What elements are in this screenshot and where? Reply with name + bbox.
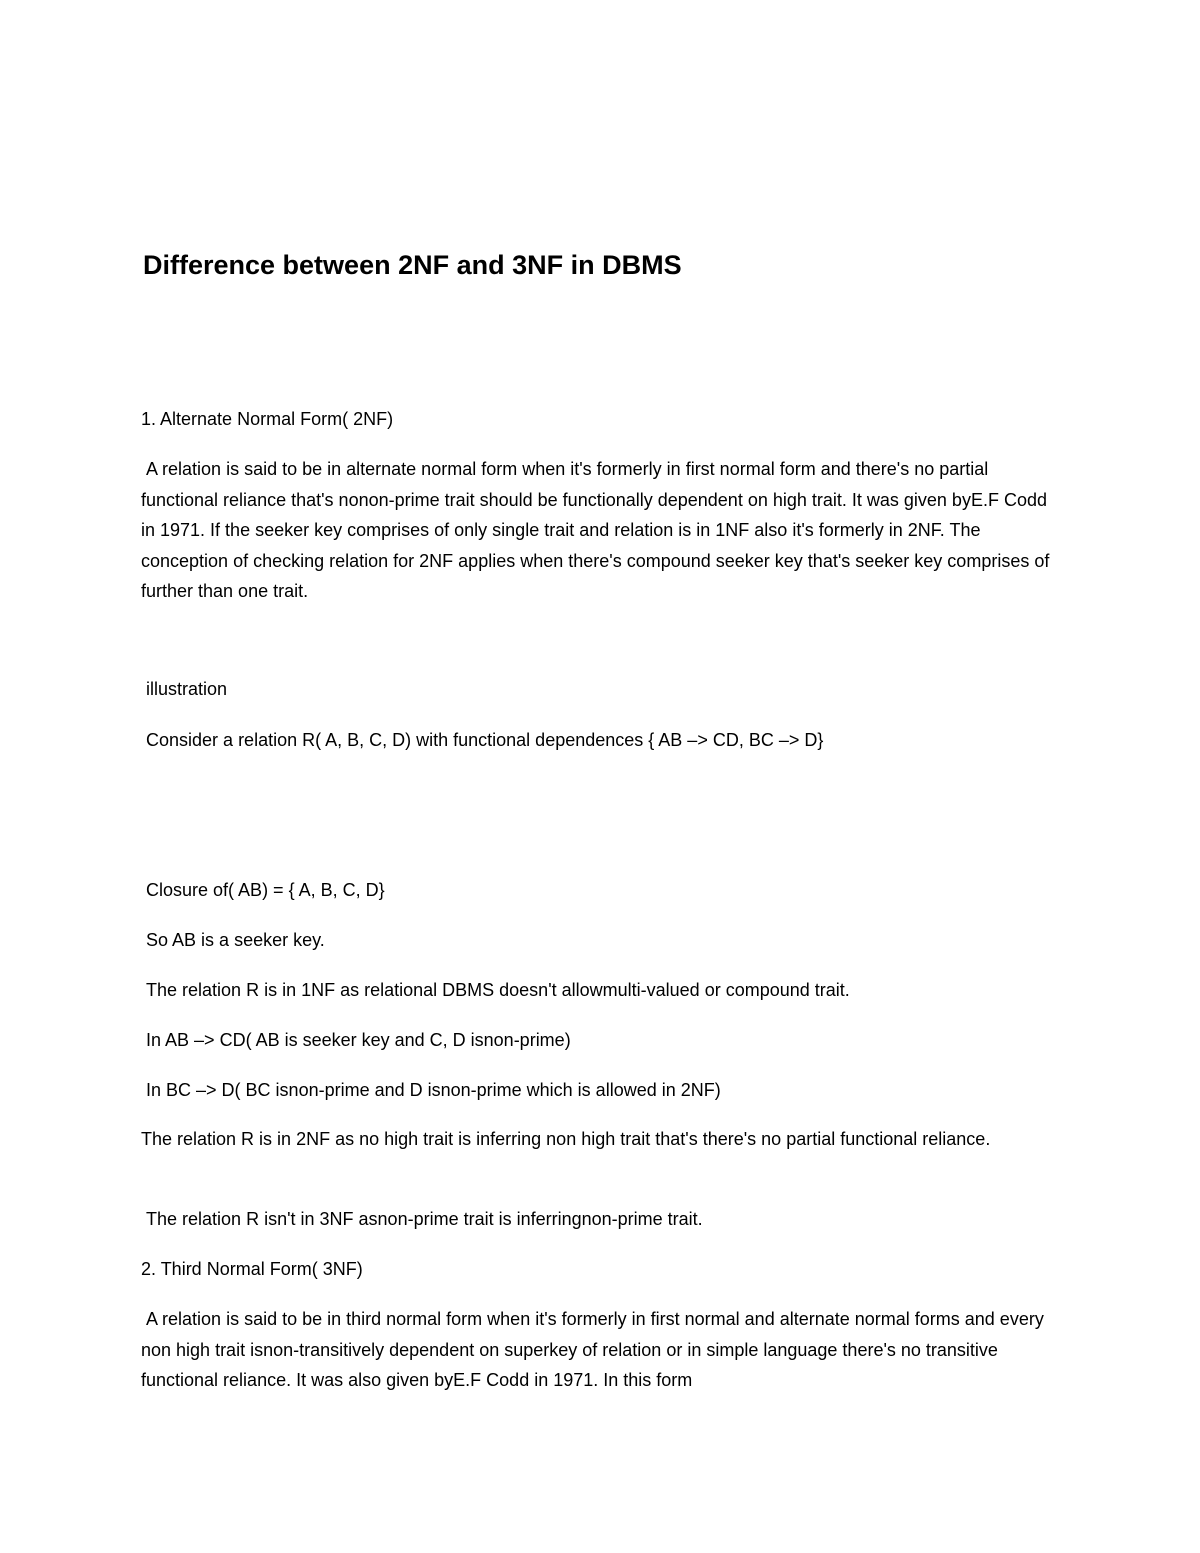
document-title: Difference between 2NF and 3NF in DBMS (143, 250, 682, 280)
paragraph-1nf-statement: The relation R is in 1NF as relational DBMS doesn't allowmulti-valued or compound trait. (141, 980, 850, 1000)
paragraph-illustration-label: illustration (141, 679, 228, 699)
section-heading-2nf: 1. Alternate Normal Form( 2NF) (141, 409, 394, 429)
paragraph-2nf-definition: A relation is said to be in alternate normal form when it's formerly in first normal form and there's no partial functional reliance that's nonon-prime trait should be functionally dependent on high trait. It was given byE.F Codd in 1971. If the seeker key comprises of only single trait and relation is in 1NF also it's formerly in 2NF. The conception of checking relation for 2NF applies when there's compound seeker key that's seeker key comprises of further than one trait. (141, 459, 1055, 601)
paragraph-3nf-definition: A relation is said to be in third normal form when it's formerly in first normal and alternate normal forms and every non high trait isnon-transitively dependent on superkey of relation or in simple language there's no transitive functional reliance. It was also given byE.F Codd in 1971. In this form (141, 1309, 1049, 1390)
paragraph-2nf-statement: The relation R is in 2NF as no high trait is inferring non high trait that's there's no partial functional reliance. (141, 1129, 991, 1149)
paragraph-bc-dependency: In BC –> D( BC isnon-prime and D isnon-prime which is allowed in 2NF) (141, 1080, 721, 1100)
paragraph-seeker-key: So AB is a seeker key. (141, 930, 325, 950)
paragraph-ab-dependency: In AB –> CD( AB is seeker key and C, D isnon-prime) (141, 1030, 571, 1050)
paragraph-3nf-statement: The relation R isn't in 3NF asnon-prime trait is inferringnon-prime trait. (141, 1209, 703, 1229)
section-heading-3nf: 2. Third Normal Form( 3NF) (141, 1259, 363, 1279)
paragraph-relation-example: Consider a relation R( A, B, C, D) with functional dependences { AB –> CD, BC –> D} (141, 730, 824, 750)
paragraph-closure: Closure of( AB) = { A, B, C, D} (141, 880, 385, 900)
